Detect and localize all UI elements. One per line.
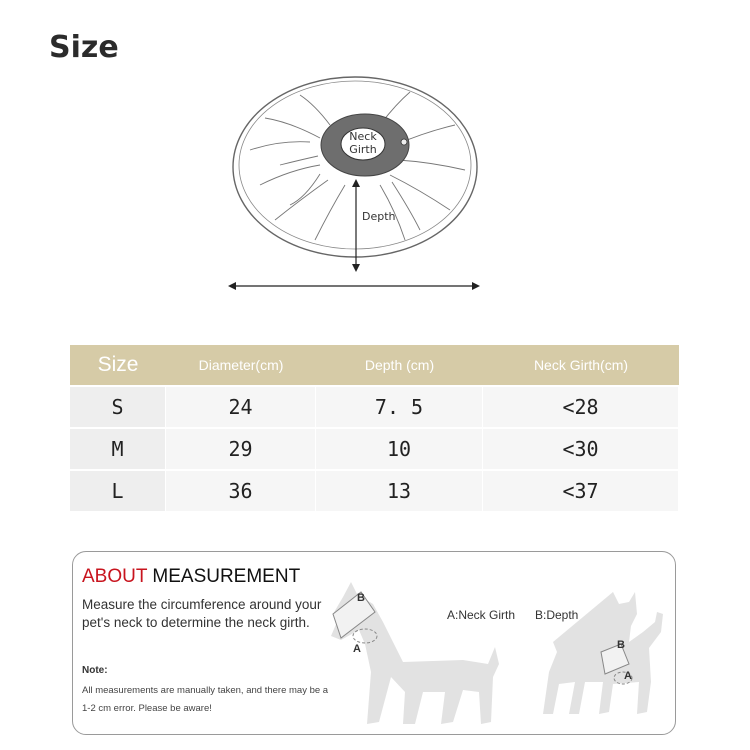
depth-label: Depth xyxy=(362,210,396,223)
cell-size: S xyxy=(70,385,166,427)
table-row xyxy=(70,385,679,427)
note-text: All measurements are manually taken, and there may be a 1-2 cm error. Please be aware! xyxy=(82,685,329,714)
cell-depth: 7. 5 xyxy=(316,385,483,427)
cell-neck-girth: <28 xyxy=(483,385,679,427)
size-table-header xyxy=(70,345,679,385)
note-label: Note: xyxy=(82,665,108,676)
cell-depth: 13 xyxy=(316,469,483,511)
pet-illustrations xyxy=(313,552,676,735)
header-size: Size xyxy=(70,345,166,385)
pet-silhouettes xyxy=(313,552,676,735)
cell-size: M xyxy=(70,427,166,469)
cell-diameter: 29 xyxy=(166,427,316,469)
cat-label-b: B xyxy=(617,639,625,651)
dog-label-b: B xyxy=(357,592,365,604)
cell-diameter: 36 xyxy=(166,469,316,511)
cell-diameter: 24 xyxy=(166,385,316,427)
about-heading-red: ABOUT xyxy=(82,566,148,587)
page-title: Size xyxy=(49,30,119,65)
header-neck-girth: Neck Girth(cm) xyxy=(483,345,679,385)
neck-label-line1: Neck xyxy=(349,130,377,143)
neck-label-line2: Girth xyxy=(349,143,377,156)
legend-neck-girth: A:Neck Girth xyxy=(447,608,516,622)
about-measurement-card xyxy=(72,551,676,735)
cone-collar-illustration xyxy=(220,70,500,300)
about-heading-rest: MEASUREMENT xyxy=(152,566,301,587)
cell-neck-girth: <37 xyxy=(483,469,679,511)
dog-label-a: A xyxy=(353,643,361,655)
size-table xyxy=(70,345,679,511)
about-heading xyxy=(82,566,300,588)
cat-label-a: A xyxy=(624,670,632,682)
table-row xyxy=(70,427,679,469)
cell-size: L xyxy=(70,469,166,511)
cone-collar-diagram xyxy=(220,70,500,300)
header-depth: Depth (cm) xyxy=(316,345,483,385)
table-row xyxy=(70,469,679,511)
measurement-description: Measure the circumference around your pet's neck to determine the neck girth. xyxy=(82,597,322,630)
header-diameter: Diameter(cm) xyxy=(166,345,316,385)
cell-neck-girth: <30 xyxy=(483,427,679,469)
legend-depth: B:Depth xyxy=(535,608,579,622)
cell-depth: 10 xyxy=(316,427,483,469)
